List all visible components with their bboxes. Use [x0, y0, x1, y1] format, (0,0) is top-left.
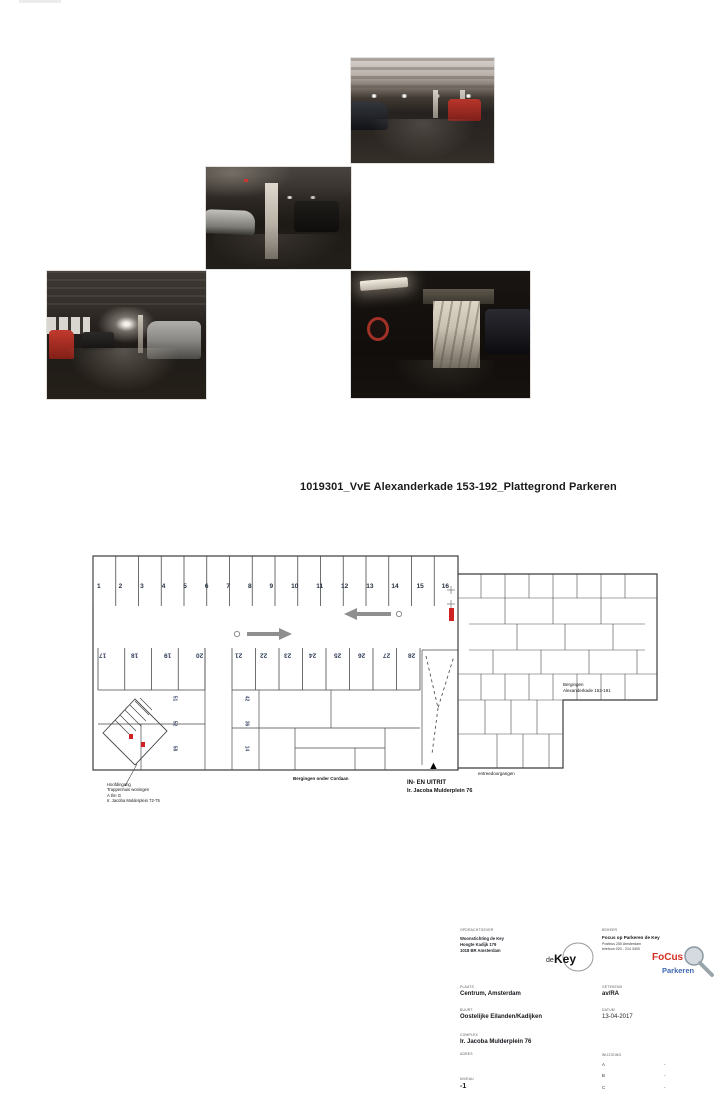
floor-reflection: [63, 348, 190, 399]
stall-number: 10: [291, 583, 299, 590]
stall-number: 21: [235, 651, 243, 659]
bergingen-label: [563, 682, 611, 693]
stall-number: 28: [407, 651, 415, 659]
room-number: 52: [171, 720, 178, 727]
document-title: 1019301_VvE Alexanderkade 153-192_Plattegrond Parkeren: [300, 481, 617, 493]
stall-number: 11: [316, 583, 324, 590]
stall-number: 25: [333, 651, 341, 659]
arrow-right-icon: [234, 628, 292, 640]
bergingen-onder-label: Bergingen onder Cordaan: [293, 776, 349, 781]
bergingen-label-line2: Alexanderkade 153-191: [563, 687, 611, 693]
parking-stall-dividers: [93, 556, 434, 690]
plaats-label: PLAATS: [460, 985, 474, 989]
ceiling-speckles: [47, 271, 206, 309]
stall-numbers-row2-left: [99, 651, 203, 658]
exit-sign: [244, 179, 248, 182]
niveau-value: -1: [460, 1083, 467, 1090]
datum-value: 13-04-2017: [602, 1014, 633, 1020]
datum-label: DATUM: [602, 1008, 615, 1012]
photo-garage-aisle-lights: [46, 270, 207, 400]
stall-number: 4: [161, 583, 166, 590]
wijziging-row-b: [602, 1073, 665, 1078]
wijziging-key: B: [602, 1073, 605, 1078]
wijziging-key: A: [602, 1062, 605, 1067]
client-address-line: Hoogte Kadijk 179: [460, 942, 497, 948]
complex-value: Ir. Jacoba Mulderplein 76: [460, 1039, 532, 1045]
wijziging-row-a: [602, 1062, 665, 1067]
photo-garage-aisle-red-car: [350, 57, 495, 164]
hoofdingang-line: Ir. Jacoba Mulderplein 72-75: [107, 797, 160, 803]
stall-number: 8: [247, 583, 252, 590]
adres-label: ADRES: [460, 1052, 473, 1056]
stall-number: 16: [441, 583, 449, 590]
parkeren-logo-text: Parkeren: [662, 966, 695, 975]
floor-reflection: [387, 360, 494, 398]
photo-garage-pillars-silver-car: [205, 166, 352, 270]
staircase-symbol: [103, 698, 167, 786]
room-number: 36: [243, 720, 250, 727]
ceiling-glow: [206, 167, 293, 198]
getekend-label: GETEKEND: [602, 985, 623, 989]
arrow-left-icon: [344, 608, 402, 620]
stall-number: 26: [358, 651, 366, 659]
floor-reflection: [365, 119, 479, 163]
wijziging-value: -: [664, 1062, 666, 1067]
hose-reel-ring: [367, 317, 389, 341]
stall-number: 15: [416, 583, 424, 590]
room-number: 14: [243, 745, 250, 752]
wijziging-key: C: [602, 1085, 606, 1090]
manager-address-lines: [602, 942, 641, 952]
client-address-lines: [460, 936, 504, 954]
red-car: [448, 99, 481, 121]
ceiling-beams: [351, 58, 494, 94]
top-left-gray-bar: [19, 0, 61, 3]
getekend-value: av/RA: [602, 991, 620, 997]
hoofdingang-line: Trappenhuis woningen: [107, 787, 150, 793]
pillar: [433, 90, 439, 118]
silver-car: [205, 209, 256, 235]
wijziging-value: -: [664, 1085, 666, 1090]
buurt-value: Oostelijke Eilanden/Kadijken: [460, 1014, 543, 1020]
drawing-title-block: [460, 925, 715, 1103]
focus-logo-text: FoCus: [652, 952, 684, 963]
stall-number: 23: [284, 651, 292, 659]
focus-parkeren-logo: [650, 945, 716, 981]
in-uitrit-address: Ir. Jacoba Mulderplein 76: [407, 788, 473, 794]
client-address-line: 1018 BR Amsterdam: [460, 948, 501, 954]
manager-address-line: Postbus 250 Amsterdam: [602, 942, 642, 946]
stall-numbers-row2-right: [235, 651, 415, 658]
buurt-label: BUURT: [460, 1008, 473, 1012]
dekey-logo-key: Key: [554, 952, 577, 966]
room-number: 58: [171, 745, 178, 752]
stall-number: 9: [269, 583, 274, 590]
floorplan-parking: [85, 550, 670, 820]
client-address-line: Woonstichting de Key: [460, 936, 504, 941]
dekey-logo-de: de: [546, 957, 554, 964]
complex-label: COMPLEX: [460, 1033, 478, 1037]
stall-number: 7: [226, 583, 230, 590]
dark-car: [485, 309, 530, 353]
manager-address-line: telefoon 020 - 214 3400: [602, 947, 640, 952]
stall-number: 19: [163, 651, 171, 659]
stall-number: 5: [183, 583, 187, 590]
stall-number: 13: [366, 583, 374, 590]
room-number: 42: [243, 695, 250, 702]
stall-number: 6: [204, 583, 209, 590]
wijziging-value: -: [664, 1073, 666, 1078]
bergingen-label-line1: Bergingen: [563, 682, 584, 687]
fire-point-markers: [129, 608, 454, 747]
dekey-logo: [542, 941, 594, 975]
hoofdingang-label: [107, 782, 160, 803]
stall-number: 20: [195, 651, 203, 659]
plaats-value: Centrum, Amsterdam: [460, 991, 521, 997]
client-header-label: OPDRACHTGEVER: [460, 928, 494, 932]
floor-reflection: [213, 234, 344, 269]
hoofdingang-line: A t/m G: [107, 792, 121, 798]
photo-garage-exit-ramp: [350, 270, 531, 399]
triangle-marker-icon: ▲: [428, 760, 439, 772]
manager-header-label: BEHEER: [602, 928, 618, 932]
stall-number: 14: [391, 583, 399, 590]
ramp-dashed-lines: [426, 656, 454, 754]
fluorescent-light: [360, 277, 409, 291]
manager-name: Focus op Parkeren de Key: [602, 935, 660, 940]
stall-number: 2: [118, 583, 123, 590]
hoofdingang-line: Hoofdingang: [107, 782, 131, 787]
ramp-streaks: [433, 301, 480, 367]
storage-room-walls: [98, 648, 458, 770]
entree-label: entreedoorgangen: [478, 771, 515, 776]
stall-numbers-top-row: [97, 584, 449, 591]
wijziging-label: WIJZIGING: [602, 1053, 622, 1057]
room-number: 51: [171, 695, 178, 702]
stall-number: 17: [99, 651, 107, 659]
niveau-label: NIVEAU: [460, 1077, 474, 1081]
in-uitrit-label: IN- EN UITRIT: [407, 780, 446, 786]
stall-number: 27: [383, 651, 391, 659]
bergingen-grid: [458, 574, 657, 768]
stall-number: 18: [131, 651, 139, 659]
dark-van: [294, 201, 339, 233]
stall-number: 12: [341, 583, 349, 590]
stall-number: 22: [259, 651, 267, 659]
stall-number: 3: [140, 583, 144, 590]
stall-number: 1: [97, 583, 101, 590]
wijziging-row-c: [602, 1085, 665, 1090]
stall-number: 24: [309, 651, 317, 659]
far-lights: [281, 196, 339, 199]
